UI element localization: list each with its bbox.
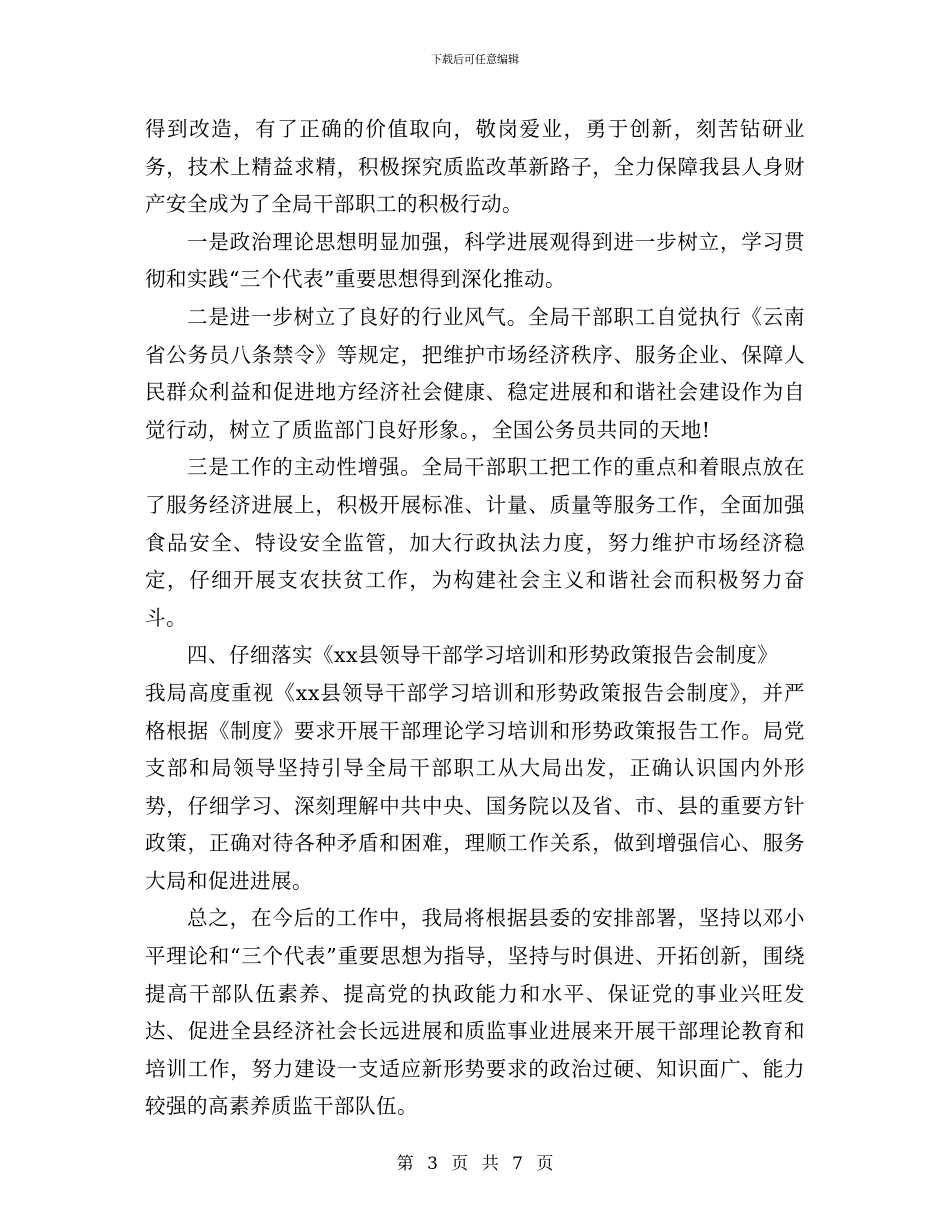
current-page-number: 3 — [427, 1154, 438, 1174]
footer-suffix: 页 — [536, 1154, 554, 1174]
paragraph: 得到改造，有了正确的价值取向，敬岗爱业，勇于创新，刻苦钻研业务，技术上精益求精，积极探究质监改革新路子，全力保障我县人身财产安全成为了全局干部职工的积极行动。 — [145, 117, 805, 217]
footer-prefix: 第 — [396, 1154, 414, 1174]
paragraph: 一是政治理论思想明显加强，科学进展观得到进一步树立，学习贯彻和实践“三个代表”重要思想得到深化推动。 — [145, 229, 805, 292]
document-body — [145, 111, 805, 1126]
paragraph: 我局高度重视《xx县领导干部学习培训和形势政策报告会制度》，并严格根据《制度》要求开展干部理论学习培训和形势政策报告工作。局党支部和局领导坚持引导全局干部职工从大局出发，正确认识国内外形势，仔细学习、深刻理解中共中央、国务院以及省、市、县的重要方针政策，正确对待各种矛盾和困难，理顺工作关系，做到增强信心、服务大局和促进进展。 — [145, 680, 805, 893]
page-footer — [0, 1153, 950, 1175]
paragraph: 三是工作的主动性增强。全局干部职工把工作的重点和着眼点放在了服务经济进展上，积极开展标准、计量、质量等服务工作，全面加强食品安全、特设安全监管，加大行政执法力度，努力维护市场经济稳定，仔细开展支农扶贫工作，为构建社会主义和谐社会而积极努力奋斗。 — [145, 455, 805, 630]
section-heading: 四、仔细落实《xx县领导干部学习培训和形势政策报告会制度》 — [187, 643, 779, 668]
header-text: 下载后可任意编辑 — [431, 53, 519, 66]
footer-page-word: 页 — [451, 1154, 469, 1174]
paragraph: 二是进一步树立了良好的行业风气。全局干部职工自觉执行《云南省公务员八条禁令》等规定，把维护市场经济秩序、服务企业、保障人民群众利益和促进地方经济社会健康、稳定进展和和谐社会建设作为自觉行动，树立了质监部门良好形象。，全国公务员共同的天地! — [145, 304, 805, 442]
total-pages-number: 7 — [512, 1154, 523, 1174]
paragraph: 总之，在今后的工作中，我局将根据县委的安排部署，坚持以邓小平理论和“三个代表”重要思想为指导，坚持与时俱进、开拓创新，围绕提高干部队伍素养、提高党的执政能力和水平、保证党的事业兴旺发达、促进全县经济社会长远进展和质监事业进展来开展干部理论教育和培训工作，努力建设一支适应新形势要求的政治过硬、知识面广、能力较强的高素养质监干部队伍。 — [145, 906, 805, 1119]
footer-total-word: 共 — [481, 1154, 499, 1174]
page-header — [0, 52, 950, 68]
